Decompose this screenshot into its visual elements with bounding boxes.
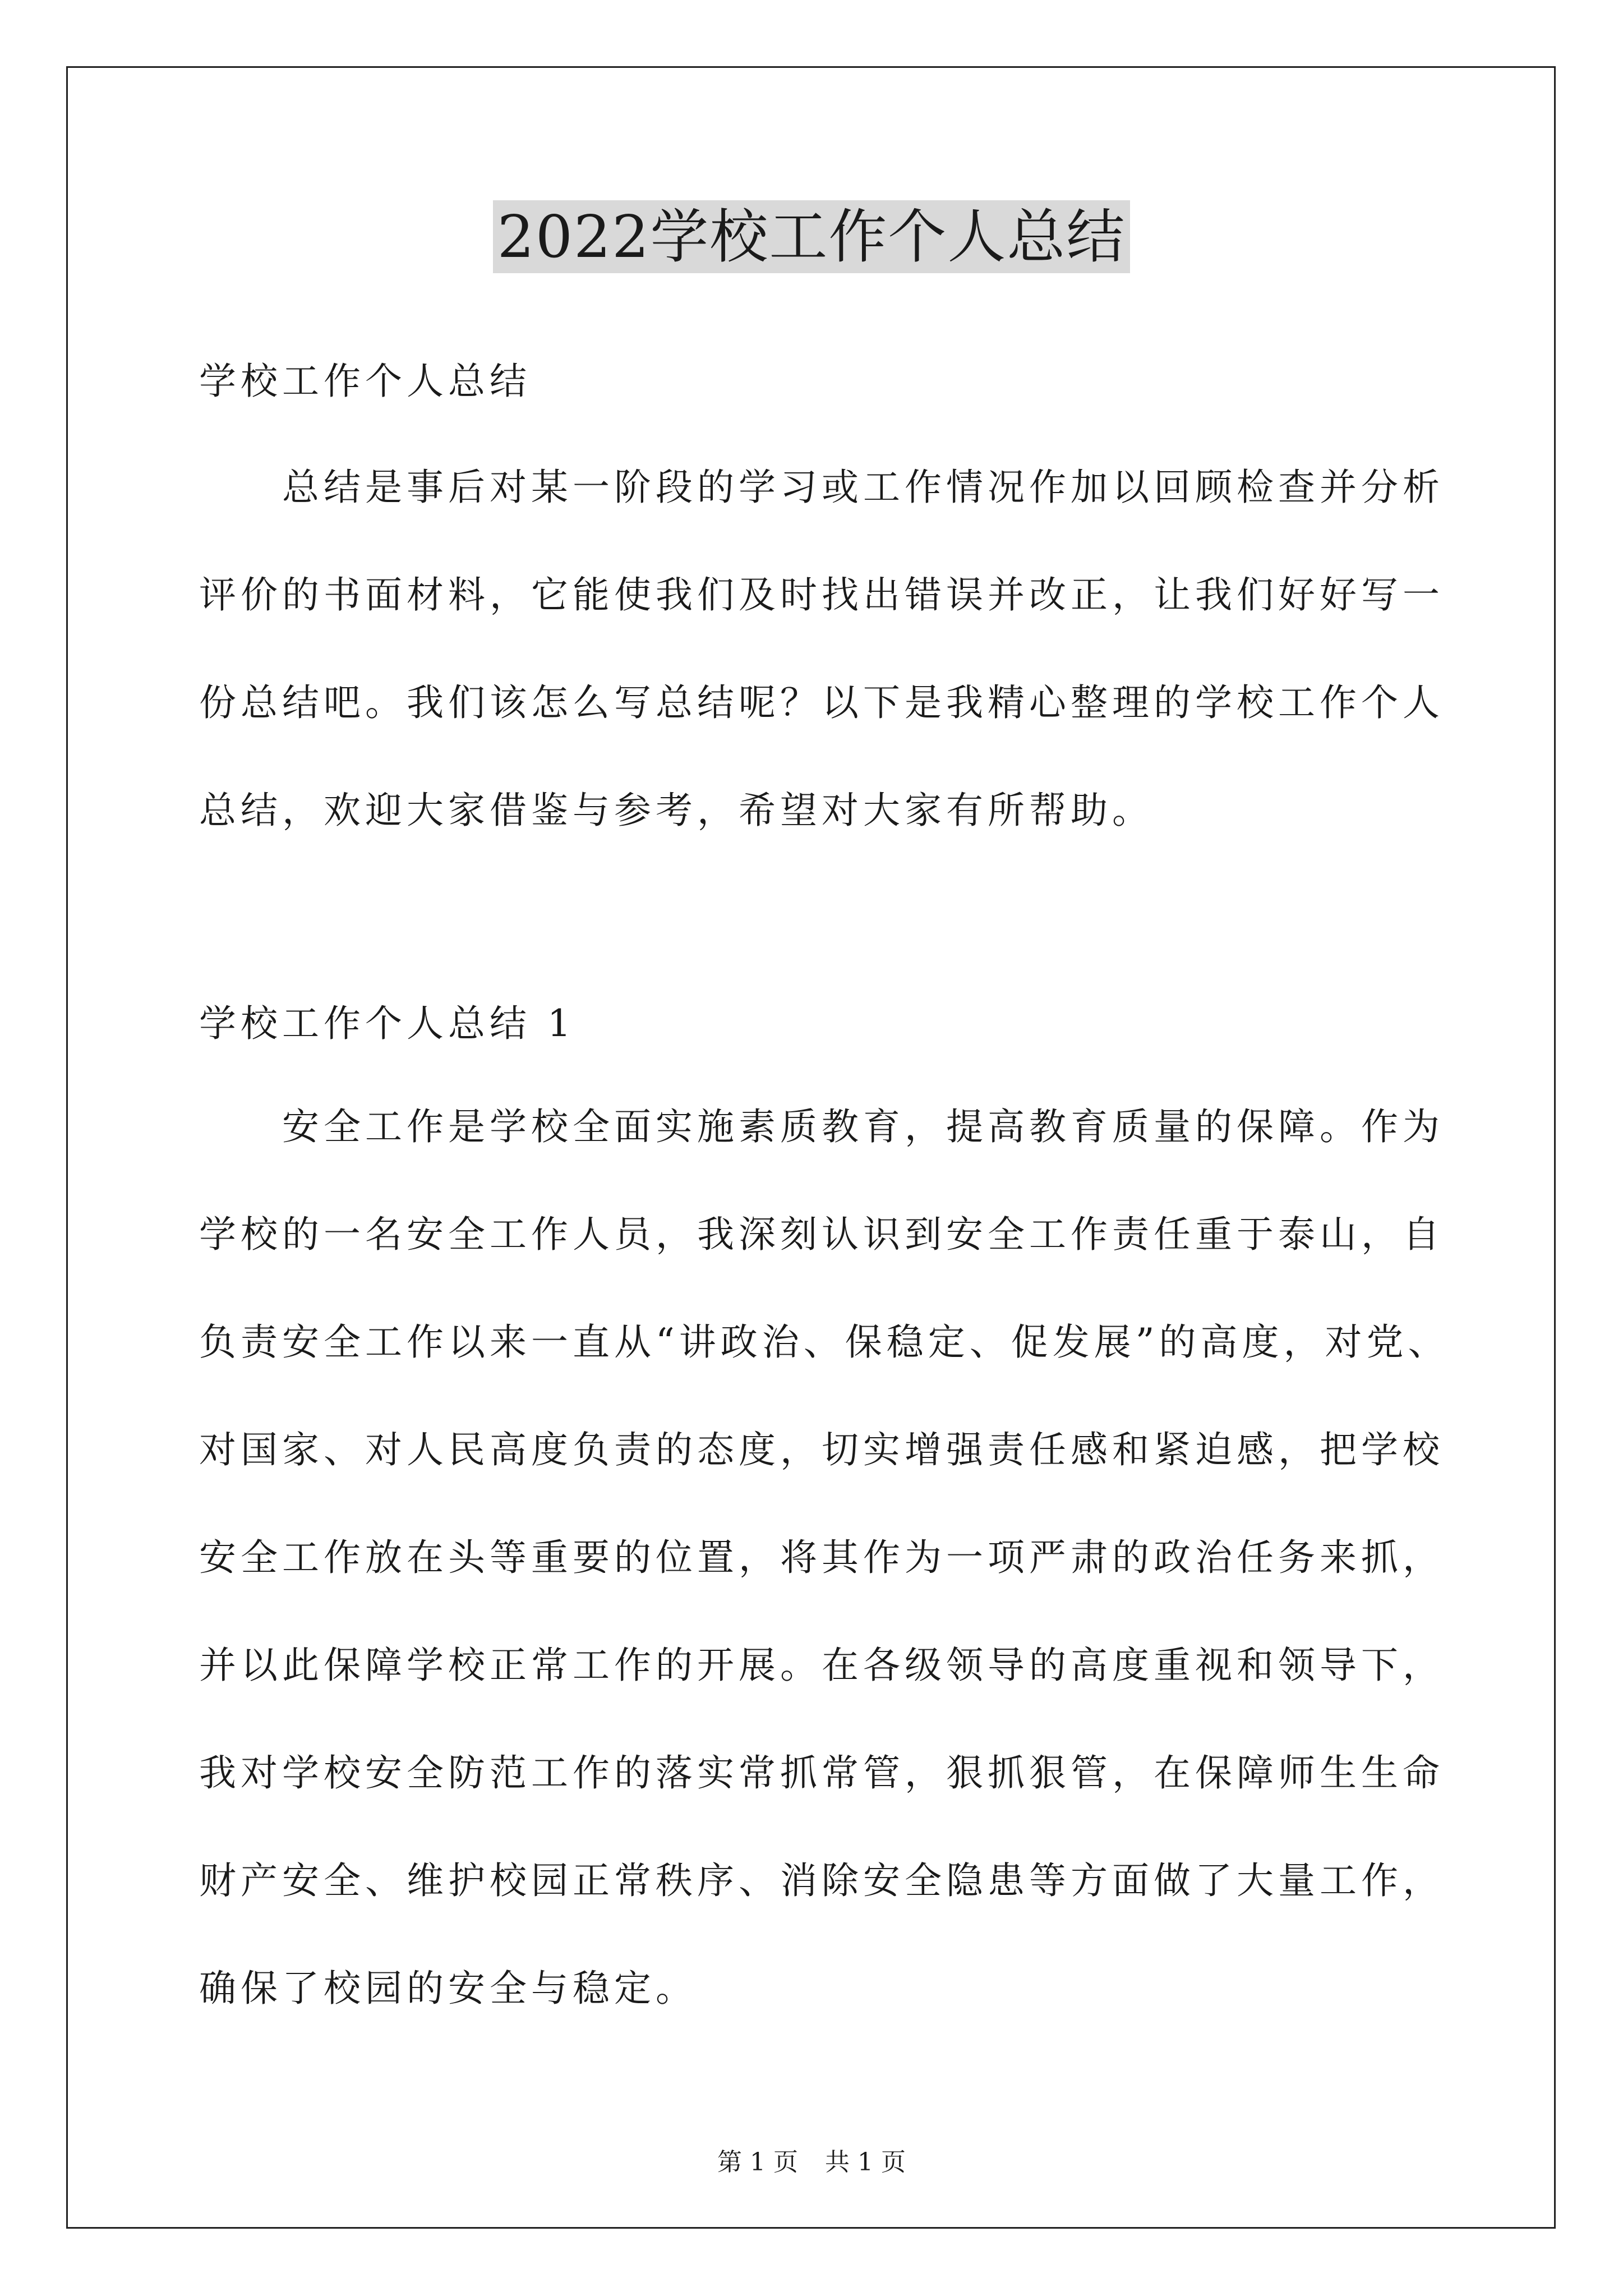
paragraph-line: 确保了校园的安全与稳定。 — [199, 1967, 697, 2010]
document-title-text: 2022学校工作个人总结 — [493, 200, 1131, 273]
paragraph-line: 学校的一名安全工作人员，我深刻认识到安全工作责任重于泰山，自 — [199, 1213, 1444, 1256]
paragraph-line: 总结是事后对某一阶段的学习或工作情况作加以回顾检查并分析 — [282, 466, 1444, 509]
page-number-total: 共 1 页 — [825, 2148, 906, 2177]
paragraph-line: 负责安全工作以来一直从“讲政治、保稳定、促发展”的高度，对党、 — [199, 1320, 1450, 1364]
page-footer — [0, 2146, 1623, 2179]
paragraph-line: 并以此保障学校正常工作的开展。在各级领导的高度重视和领导下， — [199, 1644, 1444, 1687]
paragraph-line: 我对学校安全防范工作的落实常抓常管，狠抓狠管，在保障师生生命 — [199, 1751, 1444, 1795]
paragraph-line: 对国家、对人民高度负责的态度，切实增强责任感和紧迫感，把学校 — [199, 1428, 1444, 1471]
paragraph-line: 财产安全、维护校园正常秩序、消除安全隐患等方面做了大量工作， — [199, 1859, 1444, 1902]
page-number-current: 第 1 页 — [717, 2148, 798, 2177]
intro-paragraph — [199, 434, 1461, 864]
section-heading: 学校工作个人总结 1 — [199, 1002, 575, 1045]
paragraph-line: 安全工作是学校全面实施素质教育，提高教育质量的保障。作为 — [282, 1105, 1444, 1148]
paragraph-line: 评价的书面材料，它能使我们及时找出错误并改正，让我们好好写一 — [199, 573, 1444, 616]
paragraph-line: 安全工作放在头等重要的位置，将其作为一项严肃的政治任务来抓， — [199, 1536, 1444, 1579]
section-paragraph — [199, 1073, 1461, 2042]
paragraph-line: 总结，欢迎大家借鉴与参考，希望对大家有所帮助。 — [199, 789, 1154, 832]
document-title — [0, 197, 1623, 276]
intro-heading: 学校工作个人总结 — [199, 360, 531, 403]
paragraph-line: 份总结吧。我们该怎么写总结呢？以下是我精心整理的学校工作个人 — [199, 681, 1444, 724]
